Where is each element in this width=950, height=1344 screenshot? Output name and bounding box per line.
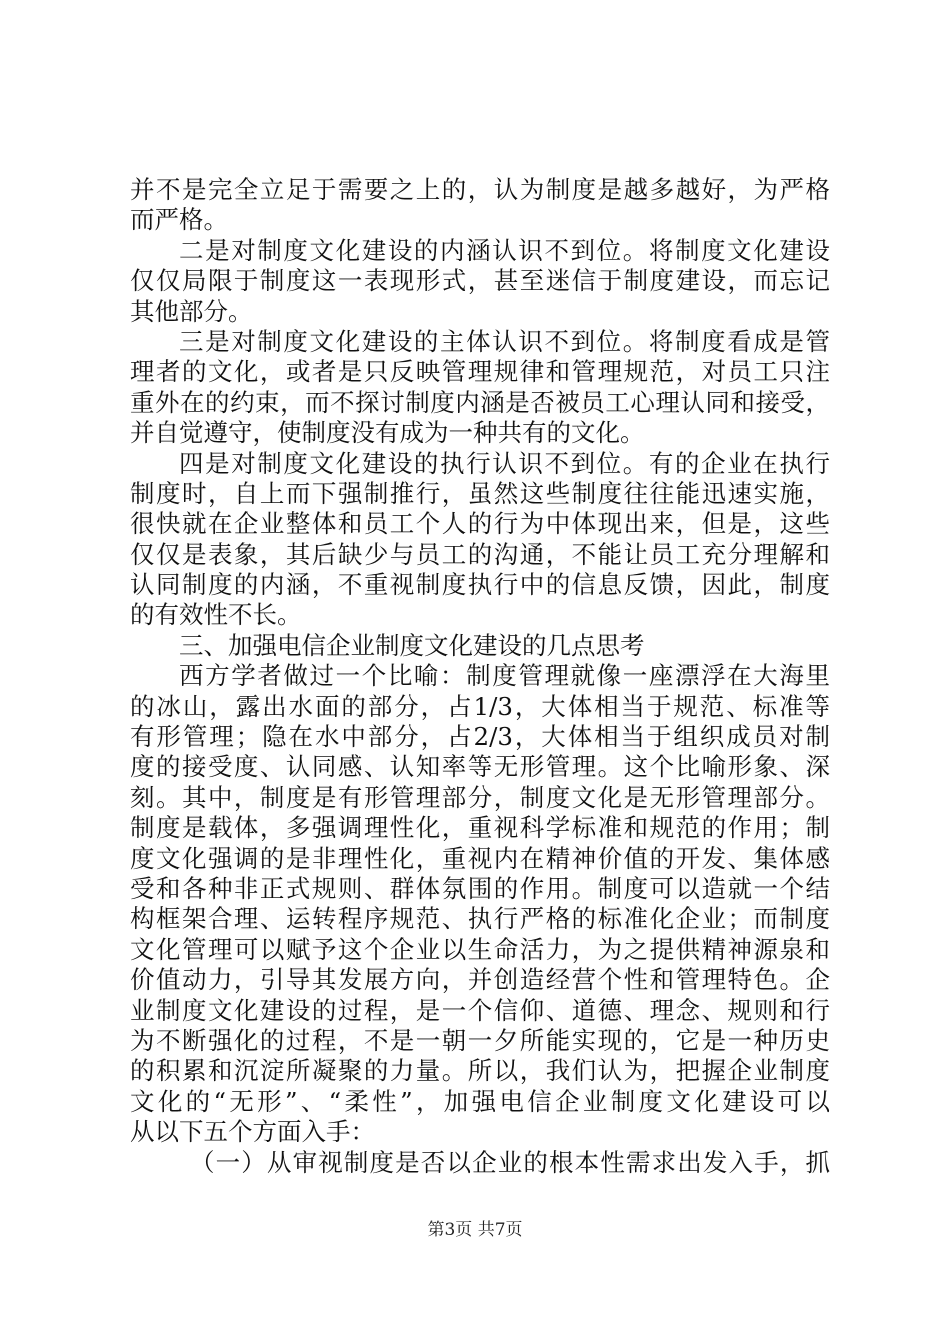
text-line: 仅仅局限于制度这一表现形式，甚至迷信于制度建设，而忘记 [130,266,830,296]
text-line: 并自觉遵守，使制度没有成为一种共有的文化。 [130,418,645,448]
paragraph-start-line: 二是对制度文化建设的内涵认识不到位。将制度文化建设 [179,235,830,265]
text-line: 业制度文化建设的过程，是一个信仰、道德、理念、规则和行 [130,995,830,1025]
text-line: 文化管理可以赋予这个企业以生命活力，为之提供精神源泉和 [130,934,830,964]
text-line: 的有效性不长。 [130,600,302,630]
text-line: 制度时，自上而下强制推行，虽然这些制度往往能迅速实施， [130,478,830,508]
paragraph-start-line: 西方学者做过一个比喻：制度管理就像一座漂浮在大海里 [179,661,830,691]
text-line: 文化的“无形”、“柔性”，加强电信企业制度文化建设可以 [130,1086,830,1116]
text-line: 制度是载体，多强调理性化，重视科学标准和规范的作用；制 [130,813,830,843]
text-line: 并不是完全立足于需要之上的，认为制度是越多越好，为严格 [130,175,830,204]
text-line: 其他部分。 [130,296,253,326]
text-line: 认同制度的内涵，不重视制度执行中的信息反馈，因此，制度 [130,570,830,600]
text-line: 刻。其中，制度是有形管理部分，制度文化是无形管理部分。 [130,782,830,812]
text-line: 的积累和沉淀所凝聚的力量。所以，我们认为，把握企业制度 [130,1056,830,1086]
paragraph-start-line: 四是对制度文化建设的执行认识不到位。有的企业在执行 [179,448,830,478]
text-line: 价值动力，引导其发展方向，并创造经营个性和管理特色。企 [130,965,830,995]
text-line: 有形管理；隐在水中部分，占2/3，大体相当于组织成员对制 [130,722,830,752]
text-line: 很快就在企业整体和员工个人的行为中体现出来，但是，这些 [130,509,830,539]
subsection-heading-line: （一）从审视制度是否以企业的根本性需求出发入手，抓 [190,1147,830,1177]
text-line: 度文化强调的是非理性化，重视内在精神价值的开发、集体感 [130,843,830,873]
section-heading: 三、加强电信企业制度文化建设的几点思考 [179,630,645,660]
text-line: 为不断强化的过程，不是一朝一夕所能实现的，它是一种历史 [130,1025,830,1055]
text-line: 度的接受度、认同感、认知率等无形管理。这个比喻形象、深 [130,752,830,782]
text-line: 受和各种非正式规则、群体氛围的作用。制度可以造就一个结 [130,873,830,903]
text-line: 的冰山，露出水面的部分，占1/3，大体相当于规范、标准等 [130,691,830,721]
text-line: 仅仅是表象，其后缺少与员工的沟通，不能让员工充分理解和 [130,539,830,569]
text-line: 而严格。 [130,205,228,235]
text-line: 从以下五个方面入手： [130,1117,375,1147]
document-body [130,175,830,1178]
paragraph-start-line: 三是对制度文化建设的主体认识不到位。将制度看成是管 [179,326,830,356]
text-line: 理者的文化，或者是只反映管理规律和管理规范，对员工只注 [130,357,830,387]
text-line: 重外在的约束，而不探讨制度内涵是否被员工心理认同和接受， [130,387,830,417]
text-line: 构框架合理、运转程序规范、执行严格的标准化企业；而制度 [130,904,830,934]
page-footer: 第3页 共7页 [427,1220,523,1240]
